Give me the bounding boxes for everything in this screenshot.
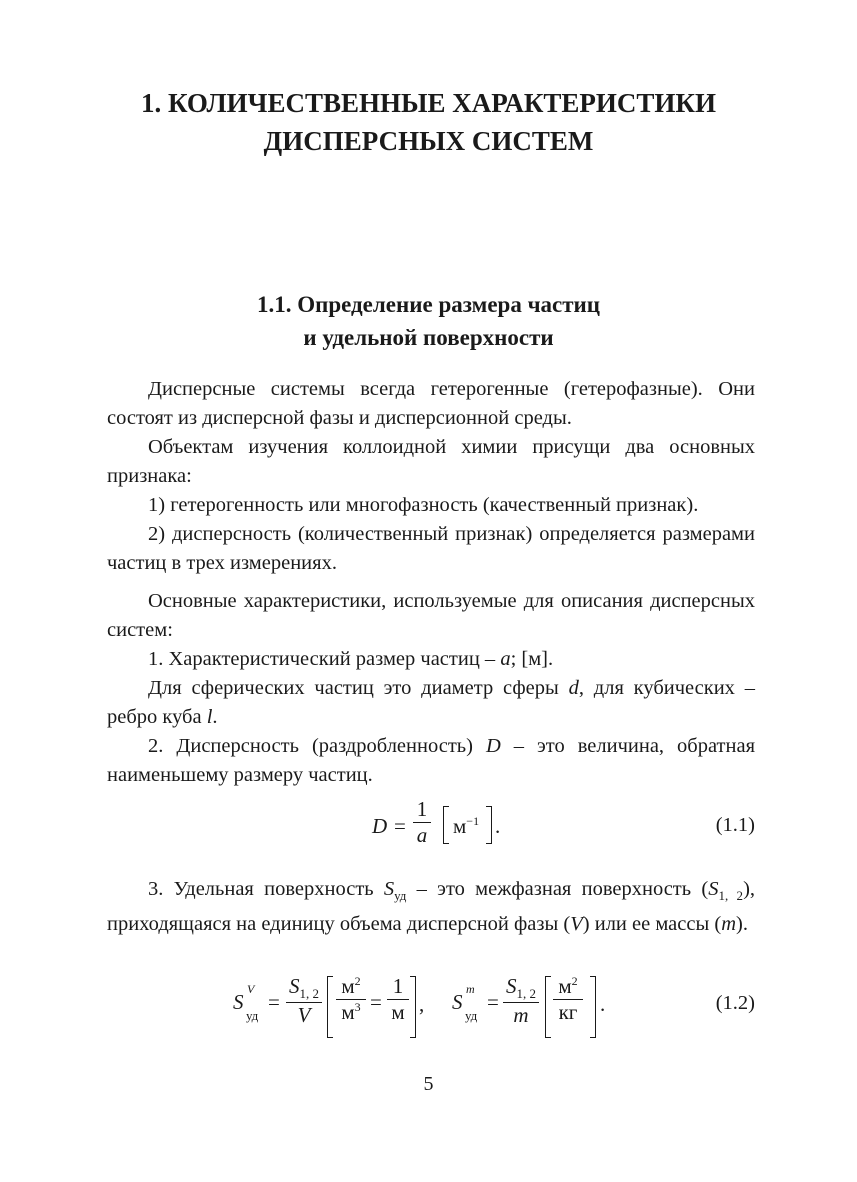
left-bracket <box>545 976 551 1038</box>
paragraph-9-text-a: 3. Удельная поверхность <box>148 878 384 900</box>
right-bracket <box>486 806 492 844</box>
formula-1-1-denominator: a <box>416 823 428 848</box>
unit-1b-numerator: 1 <box>392 974 404 998</box>
variable-l: l <box>206 706 213 728</box>
formula-1-2-unit-fraction-2 <box>553 974 583 1025</box>
equation-number-1-2: (1.2) <box>715 992 755 1014</box>
fraction-2-numerator <box>503 974 539 1002</box>
lhs2-subscript: уд <box>465 1008 478 1023</box>
unit-text: м <box>453 814 467 838</box>
body-text-block-1 <box>107 375 755 790</box>
formula-1-2-equals-3: = <box>487 990 499 1014</box>
unit-1-denominator <box>336 1000 366 1025</box>
formula-1-2-end: . <box>600 992 606 1016</box>
variable-D: D <box>485 735 501 757</box>
fraction-1-denominator: V <box>297 1003 311 1028</box>
fraction-1-numerator-symbol: S <box>289 974 300 998</box>
chapter-title <box>0 84 857 160</box>
unit-1-denominator-text: м <box>341 1000 355 1025</box>
subscript-1-2: 1, 2 <box>718 888 744 903</box>
section-title-line-1: 1.1. Определение размера частиц <box>256 292 601 317</box>
paragraph-9-text-d: ) или ее массы ( <box>582 913 722 935</box>
lhs1-symbol: S <box>233 990 244 1014</box>
unit-1-numerator <box>336 974 366 999</box>
unit-1b-denominator: м <box>391 1000 405 1025</box>
formula-1-2-equals-2: = <box>370 990 382 1014</box>
fraction-1-numerator <box>286 974 322 1002</box>
formula-1-1-unit <box>453 814 479 839</box>
formula-1-2-lhs1 <box>233 990 244 1015</box>
left-bracket <box>443 806 449 844</box>
paragraph-2: Объектам изучения коллоидной химии присущи два основных признака: <box>107 436 755 487</box>
formula-1-2-lhs2 <box>452 990 463 1015</box>
variable-m: m <box>721 913 737 935</box>
formula-1-2-unit-fraction-1b <box>387 974 409 1025</box>
chapter-title-line-2: ДИСПЕРСНЫХ СИСТЕМ <box>263 126 594 156</box>
paragraph-7-text-b: , для кубических – ребро куба <box>107 677 755 728</box>
fraction-2-denominator: m <box>513 1003 529 1028</box>
paragraph-6-text-b: ; [м]. <box>510 648 554 670</box>
right-bracket <box>410 976 416 1038</box>
paragraph-8-text-b: – это величина, обратная наименьшему размеру частиц. <box>107 735 755 786</box>
variable-S12: S <box>708 878 719 900</box>
paragraph-7-text-c: . <box>212 706 218 728</box>
paragraph-5: Основные характеристики, используемые для описания дисперсных систем: <box>107 590 755 641</box>
section-title-line-2: и удельной поверхности <box>303 325 554 350</box>
paragraph-7 <box>107 674 755 732</box>
subscript-ud: уд <box>394 888 407 903</box>
formula-1-2-unit-fraction-1 <box>336 974 366 1025</box>
variable-a: a <box>500 648 511 670</box>
paragraph-3: 1) гетерогенность или многофазность (качественный признак). <box>148 494 699 516</box>
right-bracket <box>590 976 596 1038</box>
page-number: 5 <box>423 1073 434 1095</box>
paragraph-1: Дисперсные системы всегда гетерогенные (гетерофазные). Они состоят из дисперсной фазы и дисперсионной среды. <box>107 378 755 429</box>
unit-1-denominator-exp: 3 <box>354 1000 361 1015</box>
variable-S: S <box>383 878 395 900</box>
paragraph-6 <box>107 645 755 674</box>
paragraph-6-text-a: 1. Характеристический размер частиц – <box>148 648 501 670</box>
formula-1-2-fraction-2 <box>503 974 539 1028</box>
unit-2-numerator <box>553 974 583 999</box>
paragraph-4: 2) дисперсность (количественный признак) определяется размерами частиц в трех измерениях. <box>107 523 755 574</box>
fraction-2-numerator-sub: 1, 2 <box>516 986 536 1001</box>
paragraph-9-text-c: ), приходящаяся на единицу объема дисперсной фазы ( <box>107 878 756 935</box>
lhs2-superscript: m <box>466 982 475 996</box>
left-bracket <box>327 976 333 1038</box>
formula-1-1-end: . <box>495 814 501 838</box>
formula-1-1-numerator: 1 <box>416 797 428 821</box>
lhs1-superscript: V <box>247 982 255 996</box>
formula-1-1-equals: = <box>394 814 406 838</box>
paragraph-9-text-e: ). <box>736 913 748 935</box>
paragraph-9-text-b: – это межфазная поверхность ( <box>406 878 709 900</box>
chapter-title-line-1: 1. КОЛИЧЕСТВЕННЫЕ ХАРАКТЕРИСТИКИ <box>140 88 716 118</box>
unit-2-denominator: кг <box>558 1000 578 1025</box>
fraction-1-numerator-sub: 1, 2 <box>299 986 319 1001</box>
lhs2-symbol: S <box>452 990 463 1014</box>
formula-1-2-comma: , <box>419 992 425 1016</box>
paragraph-8 <box>107 732 755 790</box>
lhs1-subscript: уд <box>246 1008 259 1023</box>
unit-1-numerator-exp: 2 <box>354 974 361 988</box>
body-text-block-2 <box>107 875 755 939</box>
variable-V: V <box>570 913 583 935</box>
paragraph-8-text-a: 2. Дисперсность (раздробленность) <box>148 735 486 757</box>
unit-exponent: −1 <box>466 814 480 828</box>
paragraph-9 <box>107 875 755 939</box>
fraction-2-numerator-symbol: S <box>506 974 517 998</box>
variable-d: d <box>568 677 579 699</box>
unit-1-numerator-text: м <box>341 974 355 998</box>
formula-1-2-equals-1: = <box>268 990 280 1014</box>
formula-1-1-fraction <box>413 797 431 848</box>
unit-2-numerator-text: м <box>558 974 572 998</box>
section-title <box>0 288 857 354</box>
formula-1-1-lhs: D <box>372 814 388 838</box>
unit-2-numerator-exp: 2 <box>571 974 578 988</box>
equation-number-1-1: (1.1) <box>715 814 755 836</box>
paragraph-7-text-a: Для сферических частиц это диаметр сферы <box>148 677 569 699</box>
formula-1-2-fraction-1 <box>286 974 322 1028</box>
